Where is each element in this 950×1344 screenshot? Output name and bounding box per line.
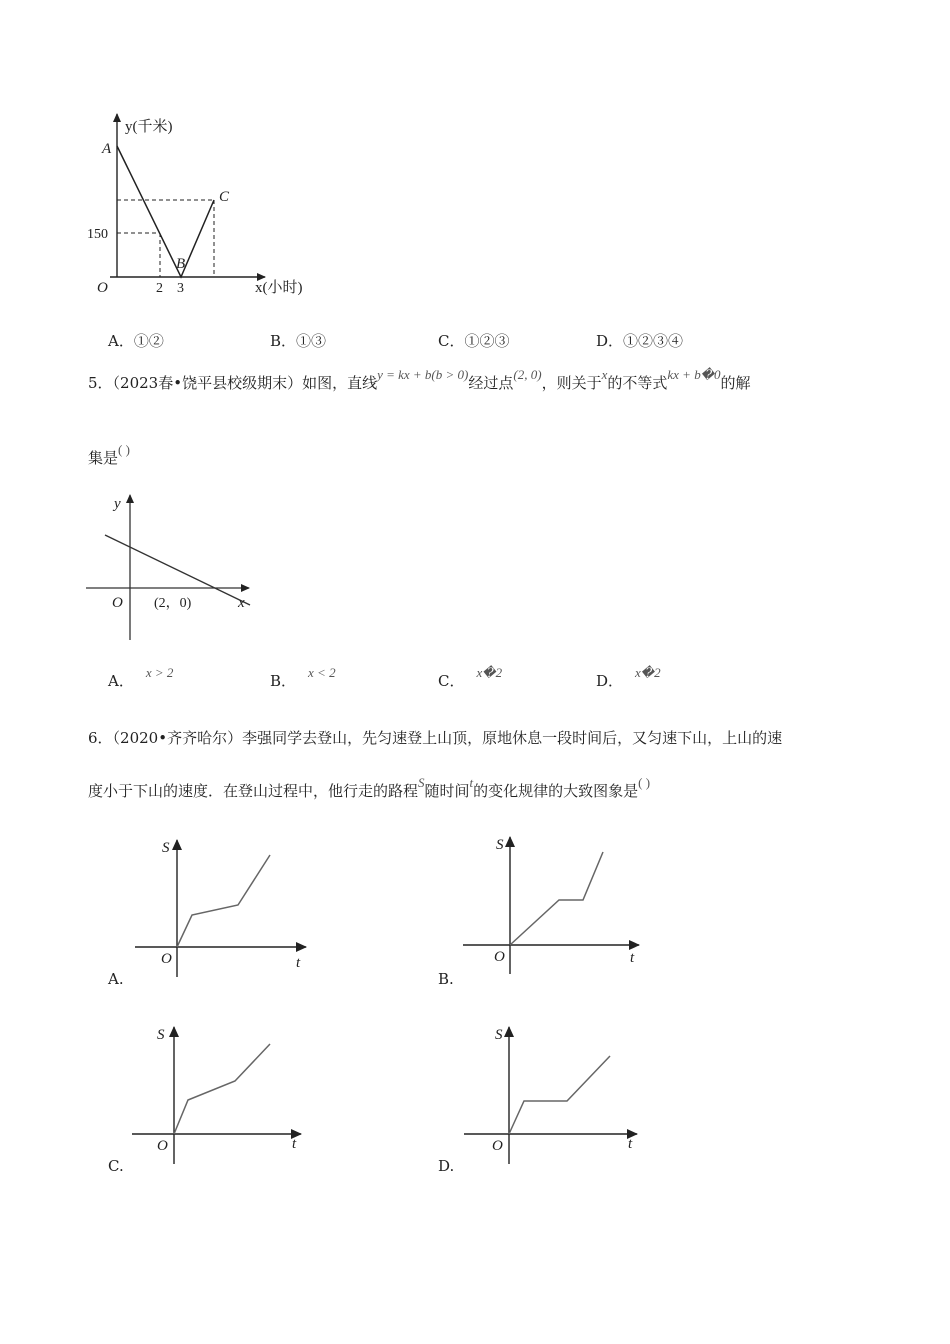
option-text: ①②③ xyxy=(464,332,510,350)
q6-var-s: S xyxy=(418,775,425,790)
q6-option-d[interactable] xyxy=(438,1157,454,1175)
option-key: B． xyxy=(270,332,297,350)
s-label: S xyxy=(496,837,504,853)
q5-option-a[interactable] xyxy=(108,665,174,691)
q4-x-label: x(小时) xyxy=(255,280,303,296)
s-label: S xyxy=(495,1027,503,1043)
q4-point-c: C xyxy=(219,189,230,205)
q6-line2-b: 随时间 xyxy=(424,782,470,800)
q4-graph-line xyxy=(117,146,214,277)
option-text: x�2 xyxy=(635,665,661,680)
option-text: ①②③④ xyxy=(623,332,684,350)
q4-option-c[interactable] xyxy=(438,330,510,351)
q6-stem-line1 xyxy=(88,727,782,748)
q5-inequality: kx + b�0 xyxy=(667,367,721,382)
graph-line xyxy=(177,855,270,947)
t-label: t xyxy=(628,1136,633,1152)
answer-paren: ( ) xyxy=(638,775,651,790)
option-text: ①③ xyxy=(296,332,327,350)
q4-y-label: y(千米) xyxy=(125,119,173,135)
origin-label: O xyxy=(157,1138,168,1154)
q6-option-b[interactable] xyxy=(438,970,454,988)
graph-line xyxy=(509,1056,610,1134)
option-key: D． xyxy=(596,672,624,690)
q6-option-a[interactable] xyxy=(108,970,124,988)
option-key: D. xyxy=(438,1157,455,1175)
q6-stem-line2 xyxy=(88,775,651,801)
q5-end: 的解 xyxy=(720,374,751,392)
option-text: x�2 xyxy=(476,665,503,680)
q5-mid3: 的不等式 xyxy=(607,374,668,392)
q5-line-expr: y = kx + b(b > 0) xyxy=(377,367,469,382)
q6-option-c[interactable] xyxy=(108,1157,124,1175)
q4-point-a: A xyxy=(102,141,112,157)
q5-y-label: y xyxy=(114,496,121,512)
q4-option-d[interactable] xyxy=(596,330,683,351)
t-label: t xyxy=(292,1136,297,1152)
q6-line1: （2020•齐齐哈尔）李强同学去登山，先匀速登上山顶，原地休息一段时间后，又匀速下山，上山的速 xyxy=(112,729,783,747)
q5-mid1: 经过点 xyxy=(468,374,514,392)
option-key: A． xyxy=(108,332,134,350)
q4-option-a[interactable] xyxy=(108,330,164,351)
q5-line2: 集是 xyxy=(88,449,119,467)
q6-var-t: t xyxy=(469,775,474,790)
option-key: C． xyxy=(438,332,465,350)
q6-line2-a: 度小于下山的速度．在登山过程中，他行走的路程 xyxy=(88,782,419,800)
s-label: S xyxy=(162,840,170,856)
q5-mid2: ，则关于 xyxy=(541,374,602,392)
q6-graph-d[interactable] xyxy=(462,1022,652,1167)
option-key: C. xyxy=(108,1157,124,1175)
q5-graph xyxy=(84,490,264,650)
q4-option-b[interactable] xyxy=(270,330,326,351)
q5-number: 5． xyxy=(88,374,113,392)
q6-graph-b[interactable] xyxy=(463,832,653,977)
option-text: ①② xyxy=(133,332,164,350)
q4-tick-3: 3 xyxy=(177,281,184,296)
t-label: t xyxy=(296,955,301,971)
q4-tick-2: 2 xyxy=(156,281,163,296)
s-label: S xyxy=(157,1027,165,1043)
q5-stem-line1 xyxy=(88,367,751,393)
origin-label: O xyxy=(492,1138,503,1154)
origin-label: O xyxy=(494,949,505,965)
q4-tick-150: 150 xyxy=(87,227,108,242)
option-key: C． xyxy=(438,672,465,690)
q5-point-label: (2，0) xyxy=(154,596,192,611)
option-key: A． xyxy=(108,672,134,690)
answer-paren: ( ) xyxy=(118,442,130,457)
q5-var-x: x xyxy=(601,367,608,382)
q6-number: 6． xyxy=(88,729,113,747)
option-text: x > 2 xyxy=(145,665,174,680)
option-key: D． xyxy=(596,332,624,350)
option-key: B． xyxy=(270,672,297,690)
t-label: t xyxy=(630,950,635,966)
q6-line2-c: 的变化规律的大致图象是 xyxy=(473,782,639,800)
q5-option-c[interactable] xyxy=(438,665,503,691)
option-key: A. xyxy=(108,970,124,988)
option-key: B. xyxy=(438,970,454,988)
graph-line xyxy=(510,852,603,945)
q6-graph-c[interactable] xyxy=(127,1022,317,1167)
q5-origin: O xyxy=(112,595,123,611)
option-text: x < 2 xyxy=(308,665,336,680)
q5-graph-line xyxy=(105,535,250,605)
q4-graph xyxy=(80,110,340,310)
graph-line xyxy=(174,1044,270,1134)
q6-graph-a[interactable] xyxy=(130,835,320,980)
q5-option-b[interactable] xyxy=(270,665,336,691)
q4-point-b: B xyxy=(176,256,186,272)
origin-label: O xyxy=(161,951,172,967)
q5-stem-line2 xyxy=(88,442,130,468)
q4-origin: O xyxy=(97,280,108,296)
q5-point: (2, 0) xyxy=(513,367,542,382)
q5-x-label: x xyxy=(238,595,245,611)
q5-option-d[interactable] xyxy=(596,665,661,691)
q5-source: （2023春•饶平县校级期末）如图，直线 xyxy=(112,374,378,392)
